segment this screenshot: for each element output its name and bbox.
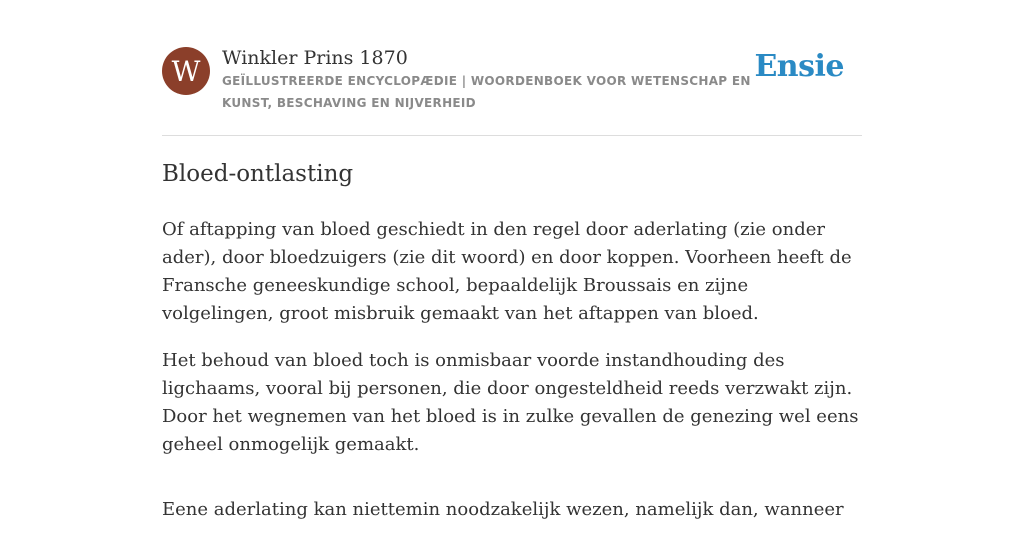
ensie-logo-link[interactable]: Ensie xyxy=(754,49,844,84)
source-avatar[interactable]: W xyxy=(162,47,210,95)
source-info xyxy=(222,46,762,114)
article-paragraph: Of aftapping van bloed geschiedt in den regel door aderlating (zie onder ader), door bloedzuigers (zie dit woord) en door koppen. Voorheen heeft de Fransche geneeskundige school, bepaaldelijk Broussais en zijne volgelingen, groot misbruik gemaakt van het aftappen van bloed. xyxy=(162,219,852,324)
article-paragraph: Het behoud van bloed toch is onmisbaar voorde instandhouding des ligchaams, vooral bij personen, die door ongesteldheid reeds verzwakt zijn. Door het wegnemen van het bloed is in zulke gevallen de genezing wel eens geheel onmogelijk gemaakt. xyxy=(162,350,859,455)
site-header xyxy=(162,46,862,136)
source-subtitle: GEÏLLUSTREERDE ENCYCLOPÆDIE | WOORDENBOEK VOOR WETENSCHAP EN KUNST, BESCHAVING EN NIJVERHEID xyxy=(222,74,751,110)
article-paragraph: Eene aderlating kan niettemin noodzakelijk wezen, namelijk dan, wanneer xyxy=(162,499,844,520)
article-title: Bloed-ontlasting xyxy=(162,161,354,187)
article xyxy=(162,156,862,543)
source-title[interactable]: Winkler Prins 1870 xyxy=(222,47,408,69)
